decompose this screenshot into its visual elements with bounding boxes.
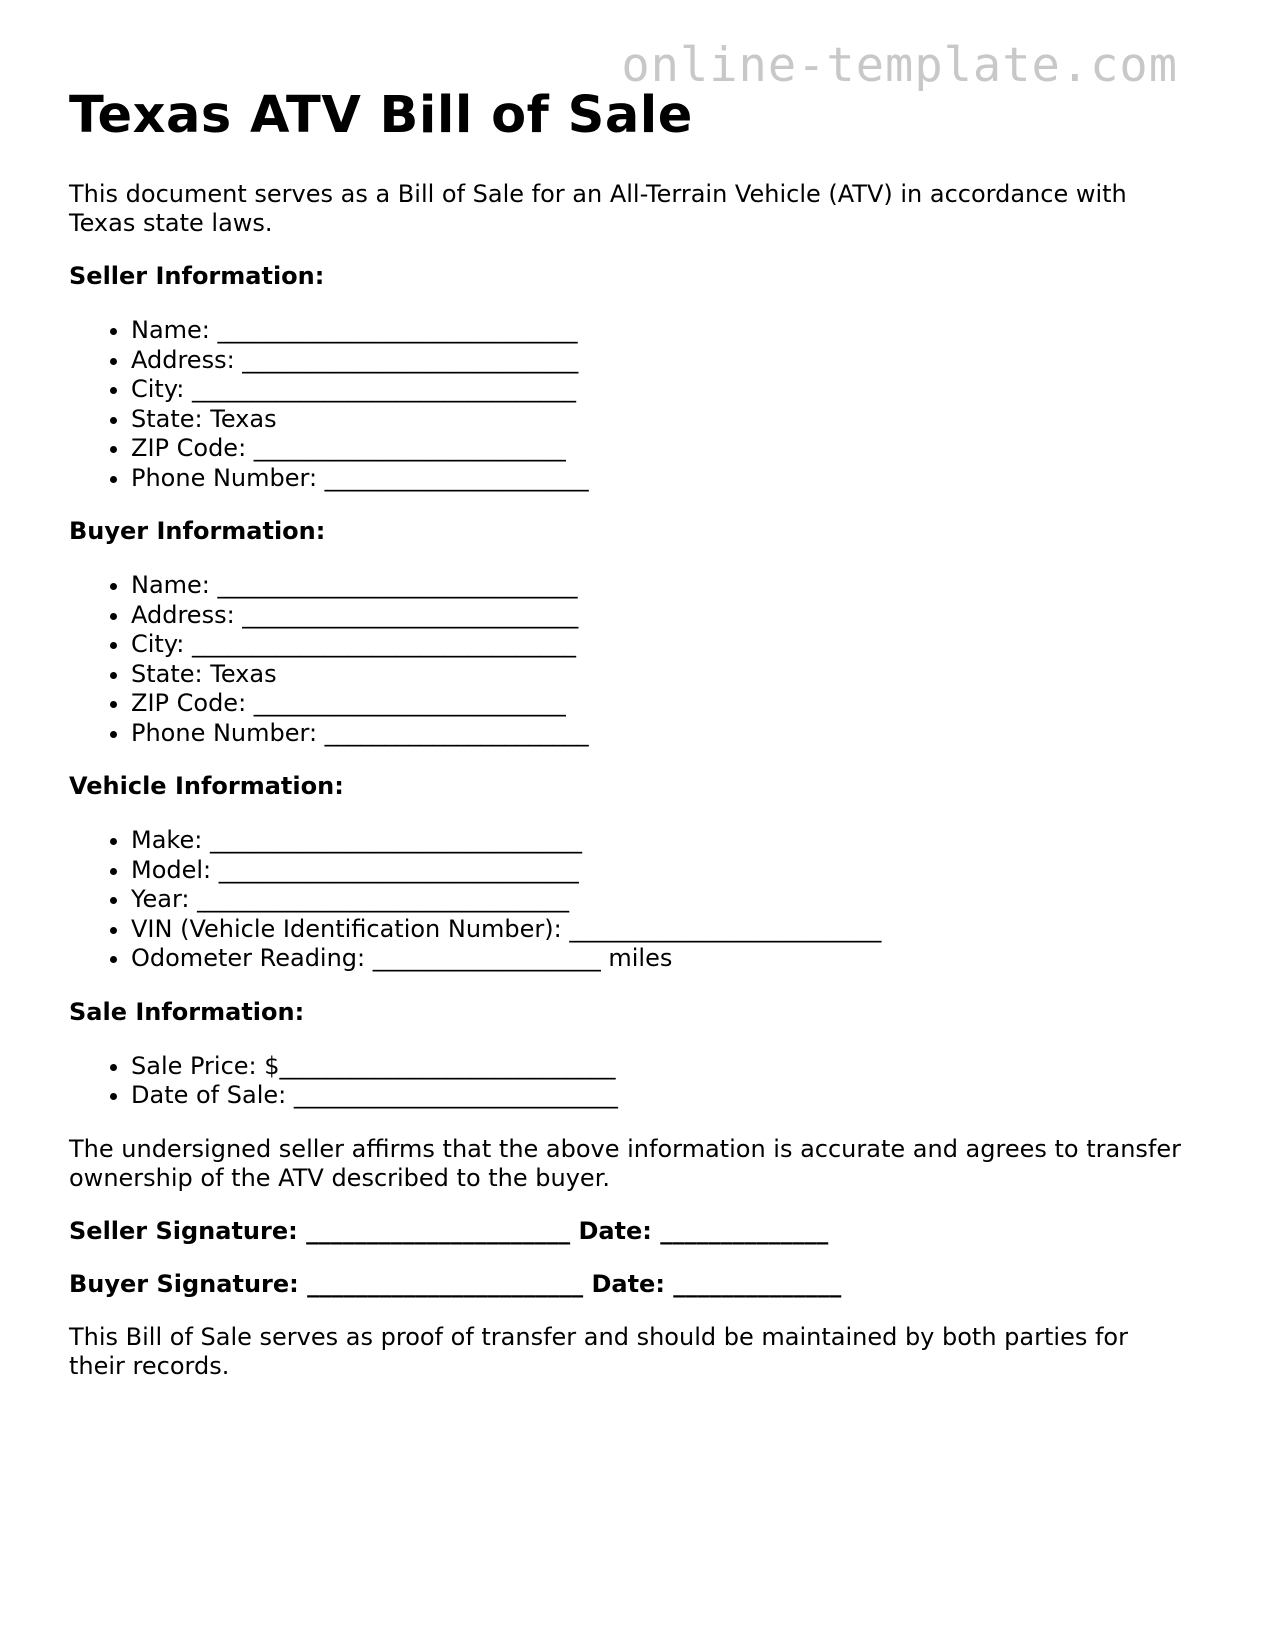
page-title: Texas ATV Bill of Sale: [69, 86, 693, 145]
seller-phone-field: • Phone Number: ______________________: [131, 464, 1189, 494]
seller-signature-line: Seller Signature: ______________________ Date: ______________: [69, 1216, 829, 1245]
seller-name-field: • Name: ______________________________: [131, 316, 1189, 346]
seller-state-field: • State: Texas: [131, 405, 1189, 435]
buyer-state-field: • State: Texas: [131, 660, 1189, 690]
sale-price-field: • Sale Price: $____________________________: [131, 1052, 1189, 1082]
sale-date-field: • Date of Sale: ___________________________: [131, 1081, 1189, 1111]
document-body: [69, 180, 1189, 1381]
buyer-heading: Buyer Information:: [69, 517, 326, 545]
buyer-zip-field: • ZIP Code: __________________________: [131, 689, 1189, 719]
sale-fields-list: [69, 1052, 1189, 1111]
buyer-name-field: • Name: ______________________________: [131, 571, 1189, 601]
vehicle-model-field: • Model: ______________________________: [131, 856, 1189, 886]
seller-fields-list: [69, 316, 1189, 493]
seller-city-field: • City: ________________________________: [131, 375, 1189, 405]
sale-heading: Sale Information:: [69, 997, 305, 1026]
buyer-phone-field: • Phone Number: ______________________: [131, 719, 1189, 749]
seller-heading: Seller Information:: [69, 262, 325, 290]
vehicle-make-field: • Make: _______________________________: [131, 826, 1189, 856]
affirmation-paragraph: The undersigned seller affirms that the above information is accurate and agrees to transfer ownership of the ATV described to the buyer.: [69, 1134, 1182, 1192]
closing-paragraph: This Bill of Sale serves as proof of transfer and should be maintained by both parties for their records.: [69, 1322, 1128, 1380]
buyer-signature-line: Buyer Signature: _______________________ Date: ______________: [69, 1269, 842, 1298]
seller-zip-field: • ZIP Code: __________________________: [131, 434, 1189, 464]
vehicle-vin-field: • VIN (Vehicle Identification Number): __________________________: [131, 915, 1189, 945]
buyer-address-field: • Address: ____________________________: [131, 601, 1189, 631]
seller-address-field: • Address: ____________________________: [131, 346, 1189, 376]
vehicle-heading: Vehicle Information:: [69, 772, 344, 800]
vehicle-year-field: • Year: _______________________________: [131, 885, 1189, 915]
watermark: online-template.com: [621, 38, 1178, 93]
vehicle-odometer-field: • Odometer Reading: ___________________ miles: [131, 944, 1189, 974]
buyer-city-field: • City: ________________________________: [131, 630, 1189, 660]
vehicle-fields-list: [69, 826, 1189, 974]
buyer-fields-list: [69, 571, 1189, 748]
intro-paragraph: This document serves as a Bill of Sale for an All-Terrain Vehicle (ATV) in accordance with Texas state laws.: [69, 180, 1127, 237]
